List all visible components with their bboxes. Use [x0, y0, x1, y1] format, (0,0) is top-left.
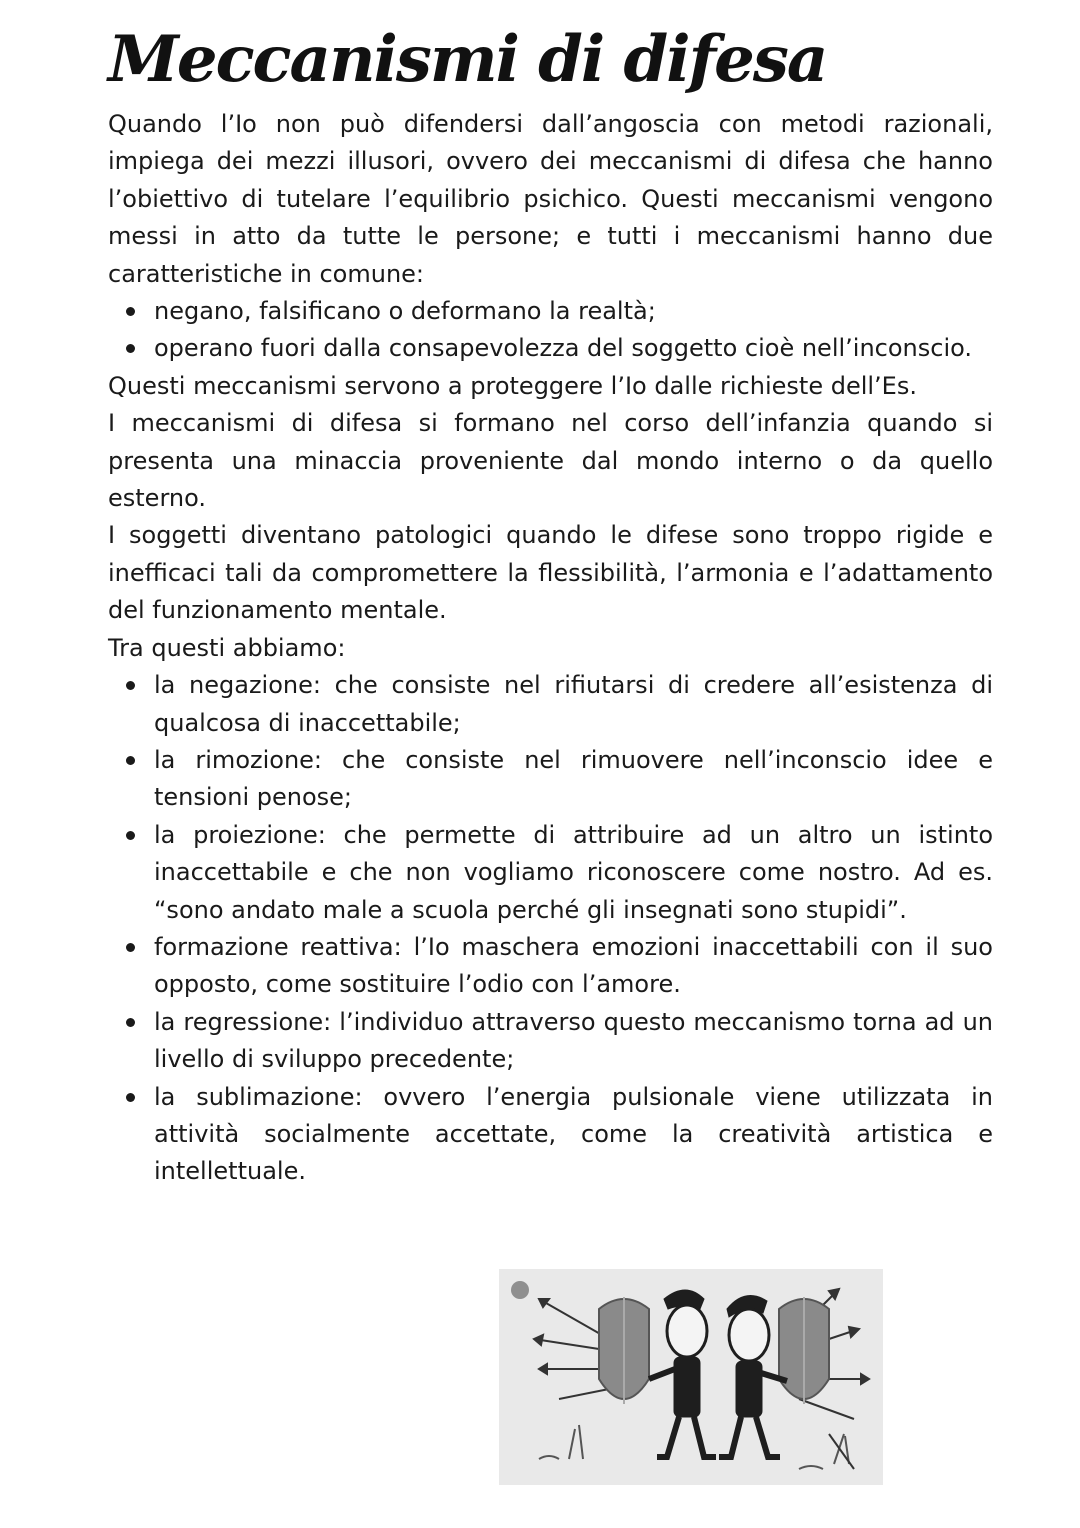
list-item: formazione reattiva: l’Io maschera emozioni inaccettabili con il suo opposto, come sostituire l’odio con l’amore. — [154, 929, 993, 1004]
document-body — [108, 106, 993, 1191]
defense-shields-illustration-icon — [499, 1269, 883, 1485]
paragraph: I soggetti diventano patologici quando le difese sono troppo rigide e inefficaci tali da compromettere la flessibilità, l’armonia e l’adattamento del funzionamento mentale. — [108, 521, 993, 625]
list-item: negano, falsificano o deformano la realtà; — [154, 293, 993, 330]
paragraph: Tra questi abbiamo: — [108, 633, 346, 662]
characteristics-list — [108, 293, 993, 368]
list-item: la negazione: che consiste nel rifiutarsi di credere all’esistenza di qualcosa di inaccettabile; — [154, 667, 993, 742]
paragraph: I meccanismi di difesa si formano nel corso dell’infanzia quando si presenta una minaccia proveniente dal mondo interno o da quello esterno. — [108, 409, 993, 513]
mechanisms-list — [108, 667, 993, 1191]
list-item: operano fuori dalla consapevolezza del soggetto cioè nell’inconscio. — [154, 330, 993, 367]
paragraph: Questi meccanismi servono a proteggere l’Io dalle richieste dell’Es. — [108, 371, 917, 400]
list-item: la sublimazione: ovvero l’energia pulsionale viene utilizzata in attività socialmente accettate, come la creatività artistica e intellettuale. — [154, 1079, 993, 1191]
list-item: la proiezione: che permette di attribuire ad un altro un istinto inaccettabile e che non vogliamo riconoscere come nostro. Ad es. “sono andato male a scuola perché gli insegnati sono stupidi”. — [154, 817, 993, 929]
list-item: la rimozione: che consiste nel rimuovere nell’inconscio idee e tensioni penose; — [154, 742, 993, 817]
page-title: Meccanismi di difesa — [108, 22, 827, 97]
intro-paragraph: Quando l’Io non può difendersi dall’angoscia con metodi razionali, impiega dei mezzi illusori, ovvero dei meccanismi di difesa che hanno l’obiettivo di tutelare l’equilibrio psichico. Questi meccanismi vengono messi in atto da tutte le persone; e tutti i meccanismi hanno due caratteristiche in comune: — [108, 110, 993, 288]
list-item: la regressione: l’individuo attraverso questo meccanismo torna ad un livello di sviluppo precedente; — [154, 1004, 993, 1079]
